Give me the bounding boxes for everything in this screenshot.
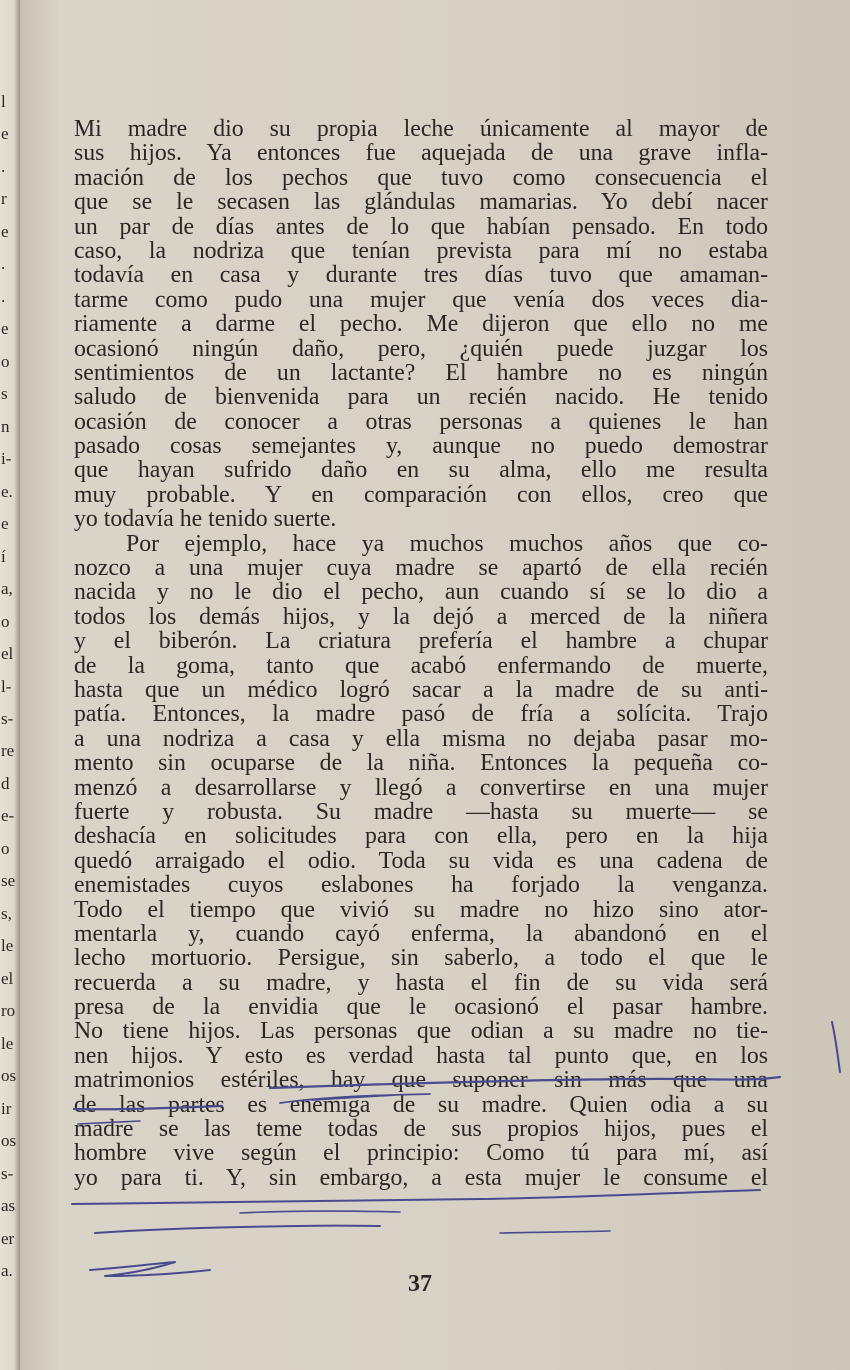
text-line: que hayan sufrido daño en su alma, ello me resulta xyxy=(74,457,768,484)
paragraph-1 xyxy=(74,117,768,532)
edge-fragment: l xyxy=(1,92,6,111)
edge-fragment: í xyxy=(1,547,6,566)
edge-fragment: l- xyxy=(1,677,12,696)
text-line: a una nodriza a casa y ella misma no dejaba pasar mo- xyxy=(74,725,768,752)
text-line: de las partes es enemiga de su madre. Quien odia a su xyxy=(74,1091,768,1118)
edge-fragment: d xyxy=(1,774,10,793)
text-line: muy probable. Y en comparación con ellos, creo que xyxy=(74,481,768,508)
text-line: sus hijos. Ya entonces fue aquejada de una grave infla- xyxy=(74,140,768,167)
text-line: recuerda a su madre, y hasta el fin de su vida será xyxy=(74,969,768,996)
text-line: nozco a una mujer cuya madre se apartó de ella recién xyxy=(74,555,768,582)
edge-fragment: . xyxy=(1,157,6,176)
text-line: yo todavía he tenido suerte. xyxy=(74,506,337,533)
paragraph-2 xyxy=(74,532,768,1191)
edge-fragment: . xyxy=(1,287,6,306)
body-text xyxy=(74,117,768,1190)
text-line: todos los demás hijos, y la dejó a merced de la niñera xyxy=(74,603,768,630)
text-line: matrimonios estériles, hay que suponer sin más que una xyxy=(74,1067,768,1094)
text-line: todavía en casa y durante tres días tuvo que amaman- xyxy=(74,262,768,289)
edge-fragment: r xyxy=(1,189,7,208)
edge-fragment: ro xyxy=(1,1001,16,1020)
text-line: Todo el tiempo que vivió su madre no hizo sino ator- xyxy=(74,896,768,923)
edge-fragment: el xyxy=(1,969,14,988)
edge-fragment: a. xyxy=(1,1261,13,1280)
text-line: madre se las teme todas de sus propios hijos, pues el xyxy=(74,1116,768,1143)
edge-fragment: e xyxy=(1,124,9,143)
underline-hombre-vive xyxy=(72,1190,760,1204)
text-line: mación de los pechos que tuvo como consecuencia el xyxy=(74,164,768,191)
text-line: ocasión de conocer a otras personas a quienes le han xyxy=(74,408,768,435)
text-line: No tiene hijos. Las personas que odian a su madre no tie- xyxy=(74,1018,768,1045)
text-line: fuerte y robusta. Su madre —hasta su muerte— se xyxy=(74,798,768,825)
text-line: de la goma, tanto que acabó enfermando de muerte, xyxy=(74,652,768,679)
edge-fragment: o xyxy=(1,612,10,631)
text-line: riamente a darme el pecho. Me dijeron que ello no me xyxy=(74,311,768,338)
edge-fragment: o xyxy=(1,352,10,371)
edge-fragment: os xyxy=(1,1066,17,1085)
edge-fragment: e xyxy=(1,222,9,241)
edge-fragment: s- xyxy=(1,709,14,728)
text-line: menzó a desarrollarse y llegó a convertirse en una mujer xyxy=(74,774,768,801)
edge-fragment: os xyxy=(1,1131,17,1150)
edge-fragment: e xyxy=(1,319,9,338)
edge-fragment: i- xyxy=(1,449,12,468)
bottom-scribble xyxy=(90,1262,210,1276)
text-line: nacida y no le dio el pecho, aun cuando sí se lo dio a xyxy=(74,579,768,606)
edge-fragment: le xyxy=(1,936,14,955)
edge-fragment: se xyxy=(1,871,16,890)
text-line: lecho mortuorio. Persigue, sin saberlo, a todo el que le xyxy=(74,945,768,972)
text-line: caso, la nodriza que tenían prevista para mí no estaba xyxy=(74,237,768,264)
edge-fragment: e- xyxy=(1,806,15,825)
edge-fragment: el xyxy=(1,644,14,663)
edge-fragment: re xyxy=(1,741,15,760)
text-line: Mi madre dio su propia leche únicamente al mayor de xyxy=(74,116,768,142)
text-line: deshacía en solicitudes para con ella, pero en la hija xyxy=(74,823,768,850)
text-line: saludo de bienvenida para un recién nacido. He tenido xyxy=(74,384,768,411)
text-line: hasta que un médico logró sacar a la madre de su anti- xyxy=(74,676,768,703)
edge-fragment: a, xyxy=(1,579,13,598)
page-number: 37 xyxy=(408,1271,432,1297)
text-line: presa de la envidia que le ocasionó el pasar hambre. xyxy=(74,994,768,1021)
text-line: Por ejemplo, hace ya muchos muchos años que co- xyxy=(126,530,768,557)
text-line: quedó arraigado el odio. Toda su vida es una cadena de xyxy=(74,847,768,874)
overline-embargo xyxy=(240,1211,400,1213)
text-line: mentarla y, cuando cayó enferma, la abandonó en el xyxy=(74,920,768,947)
strike-para-ti xyxy=(95,1226,380,1233)
text-line: sentimientos de un lactante? El hambre no es ningún xyxy=(74,359,768,386)
text-line: tarme como pudo una mujer que venía dos veces dia- xyxy=(74,286,768,313)
text-line: yo para ti. Y, sin embargo, a esta mujer le consume el xyxy=(74,1164,768,1191)
text-line: enemistades cuyos eslabones ha forjado la venganza. xyxy=(74,872,768,899)
previous-page-edge xyxy=(0,0,20,1370)
text-line: y el biberón. La criatura prefería el hambre a chupar xyxy=(74,628,768,655)
text-line: un par de días antes de lo que habían pensado. En todo xyxy=(74,213,768,240)
edge-fragment: o xyxy=(1,839,10,858)
text-line: mento sin ocuparse de la niña. Entonces la pequeña co- xyxy=(74,750,768,777)
margin-mark xyxy=(832,1022,840,1072)
text-line: patía. Entonces, la madre pasó de fría a solícita. Trajo xyxy=(74,701,768,728)
edge-fragment: ir xyxy=(1,1099,12,1118)
text-line: pasado cosas semejantes y, aunque no puedo demostrar xyxy=(74,433,768,460)
text-line: que se le secasen las glándulas mamarias. Yo debí nacer xyxy=(74,189,768,216)
edge-fragment: s, xyxy=(1,904,12,923)
edge-fragment: as xyxy=(1,1196,16,1215)
text-line: hombre vive según el principio: Como tú para mí, así xyxy=(74,1140,768,1167)
underline-mujer xyxy=(500,1231,610,1233)
edge-fragment: e xyxy=(1,514,9,533)
edge-fragment: er xyxy=(1,1229,15,1248)
text-line: nen hijos. Y esto es verdad hasta tal punto que, en los xyxy=(74,1042,768,1069)
edge-fragment: s- xyxy=(1,1164,14,1183)
edge-fragment: e. xyxy=(1,482,13,501)
edge-fragment: n xyxy=(1,417,10,436)
edge-fragment: . xyxy=(1,254,6,273)
text-line: ocasionó ningún daño, pero, ¿quién puede juzgar los xyxy=(74,335,768,362)
edge-fragment: s xyxy=(1,384,8,403)
edge-fragment: le xyxy=(1,1034,14,1053)
